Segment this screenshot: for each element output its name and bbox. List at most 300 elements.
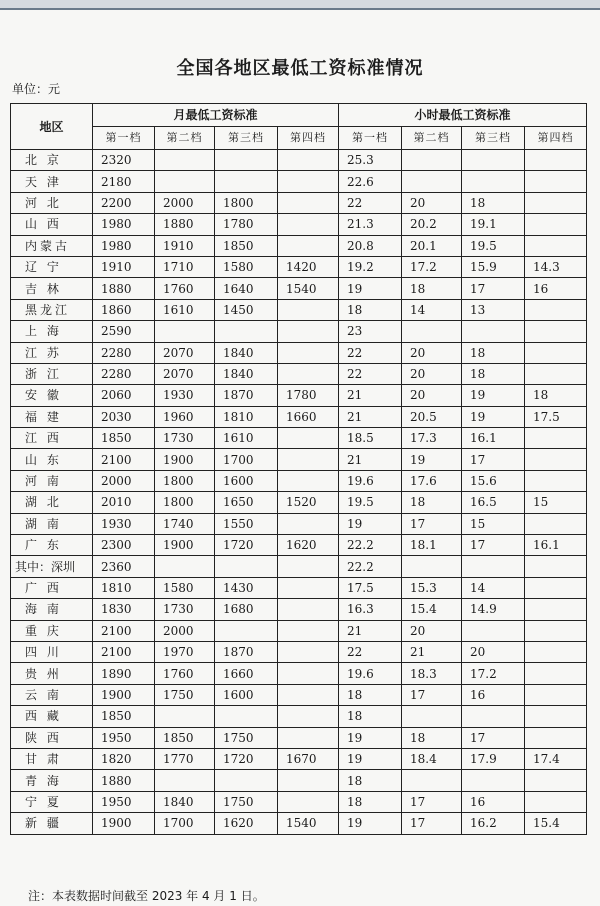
monthly-tier-2-cell: 1800 — [155, 470, 215, 491]
hourly-tier-3-cell: 17 — [462, 727, 525, 748]
monthly-tier-1-cell: 1910 — [93, 256, 155, 277]
hourly-tier-1-cell: 21 — [339, 620, 402, 641]
hourly-tier-1-cell: 22.2 — [339, 535, 402, 556]
monthly-tier-3-cell: 1600 — [215, 470, 278, 491]
monthly-tier-1-cell: 2300 — [93, 535, 155, 556]
monthly-tier-4-cell — [278, 599, 339, 620]
region-cell: 陕 西 — [11, 727, 93, 748]
table-row — [11, 813, 587, 834]
hourly-tier-1-cell: 17.5 — [339, 577, 402, 598]
region-cell: 青 海 — [11, 770, 93, 791]
table-row — [11, 299, 587, 320]
hourly-tier-3-cell — [462, 171, 525, 192]
hourly-tier-1-cell: 19 — [339, 813, 402, 834]
region-cell: 湖 南 — [11, 513, 93, 534]
monthly-tier-3-cell: 1640 — [215, 278, 278, 299]
monthly-tier-1-cell: 2000 — [93, 470, 155, 491]
hourly-tier-1-cell: 25.3 — [339, 150, 402, 171]
monthly-tier-1-header: 第一档 — [93, 127, 155, 150]
hourly-tier-4-cell: 17.4 — [525, 748, 587, 769]
monthly-tier-3-cell: 1620 — [215, 813, 278, 834]
hourly-tier-4-cell — [525, 363, 587, 384]
monthly-tier-4-cell — [278, 706, 339, 727]
monthly-tier-3-cell: 1430 — [215, 577, 278, 598]
monthly-tier-4-cell: 1420 — [278, 256, 339, 277]
hourly-tier-1-cell: 18 — [339, 770, 402, 791]
table-row — [11, 727, 587, 748]
monthly-tier-2-cell: 1730 — [155, 428, 215, 449]
hourly-tier-1-cell: 19 — [339, 727, 402, 748]
monthly-tier-4-cell — [278, 321, 339, 342]
monthly-tier-2-cell: 1770 — [155, 748, 215, 769]
hourly-tier-4-cell: 16.1 — [525, 535, 587, 556]
page-title: 全国各地区最低工资标准情况 — [176, 58, 424, 79]
region-cell: 内蒙古 — [11, 235, 93, 256]
monthly-tier-2-cell: 1930 — [155, 385, 215, 406]
hourly-tier-2-cell: 18.3 — [402, 663, 462, 684]
monthly-tier-4-cell: 1670 — [278, 748, 339, 769]
monthly-tier-1-cell: 1880 — [93, 278, 155, 299]
table-row — [11, 770, 587, 791]
table-body — [11, 150, 587, 835]
hourly-tier-3-cell: 16.1 — [462, 428, 525, 449]
monthly-tier-3-cell: 1600 — [215, 684, 278, 705]
monthly-tier-1-cell: 2590 — [93, 321, 155, 342]
hourly-tier-2-cell — [402, 150, 462, 171]
monthly-tier-1-cell: 1810 — [93, 577, 155, 598]
monthly-tier-4-cell — [278, 556, 339, 577]
region-cell: 四 川 — [11, 641, 93, 662]
hourly-tier-3-cell: 16 — [462, 791, 525, 812]
monthly-tier-3-cell — [215, 620, 278, 641]
region-cell: 海 南 — [11, 599, 93, 620]
hourly-tier-4-cell: 16 — [525, 278, 587, 299]
hourly-tier-3-cell: 16 — [462, 684, 525, 705]
monthly-tier-3-cell: 1660 — [215, 663, 278, 684]
table-row — [11, 470, 587, 491]
monthly-tier-3-cell: 1720 — [215, 748, 278, 769]
monthly-tier-3-cell: 1750 — [215, 791, 278, 812]
table-row — [11, 256, 587, 277]
hourly-tier-4-cell — [525, 577, 587, 598]
hourly-tier-2-cell: 18 — [402, 492, 462, 513]
hourly-tier-2-cell: 20 — [402, 363, 462, 384]
monthly-tier-2-cell: 1710 — [155, 256, 215, 277]
table-row — [11, 706, 587, 727]
hourly-tier-2-cell — [402, 770, 462, 791]
monthly-tier-2-cell — [155, 770, 215, 791]
monthly-tier-1-cell: 1980 — [93, 235, 155, 256]
monthly-tier-3-cell: 1800 — [215, 192, 278, 213]
hourly-tier-2-cell: 19 — [402, 449, 462, 470]
hourly-tier-3-cell: 17 — [462, 535, 525, 556]
hourly-tier-4-cell — [525, 449, 587, 470]
monthly-tier-1-cell: 2280 — [93, 342, 155, 363]
monthly-tier-1-cell: 2060 — [93, 385, 155, 406]
hourly-tier-4-cell — [525, 791, 587, 812]
monthly-tier-2-cell — [155, 321, 215, 342]
table-row — [11, 684, 587, 705]
region-cell: 江 苏 — [11, 342, 93, 363]
hourly-tier-4-cell — [525, 663, 587, 684]
monthly-tier-4-cell — [278, 235, 339, 256]
hourly-tier-3-cell: 20 — [462, 641, 525, 662]
hourly-tier-1-cell: 19 — [339, 513, 402, 534]
hourly-tier-4-header: 第四档 — [525, 127, 587, 150]
hourly-tier-3-cell — [462, 620, 525, 641]
monthly-tier-3-cell — [215, 150, 278, 171]
monthly-tier-1-cell: 2100 — [93, 620, 155, 641]
table-row — [11, 556, 587, 577]
hourly-tier-1-cell: 19.5 — [339, 492, 402, 513]
region-cell: 河 南 — [11, 470, 93, 491]
hourly-tier-1-cell: 19 — [339, 748, 402, 769]
header-row-groups — [11, 104, 587, 127]
monthly-tier-1-cell: 2360 — [93, 556, 155, 577]
monthly-tier-1-cell: 2100 — [93, 641, 155, 662]
hourly-tier-4-cell — [525, 684, 587, 705]
hourly-tier-1-cell: 21 — [339, 406, 402, 427]
hourly-tier-4-cell: 15 — [525, 492, 587, 513]
region-cell: 西 藏 — [11, 706, 93, 727]
region-cell: 云 南 — [11, 684, 93, 705]
hourly-tier-3-cell: 17 — [462, 278, 525, 299]
table-row — [11, 791, 587, 812]
monthly-tier-4-cell — [278, 727, 339, 748]
hourly-tier-1-cell: 22 — [339, 363, 402, 384]
monthly-tier-3-cell: 1680 — [215, 599, 278, 620]
table-row — [11, 620, 587, 641]
unit-label: 单位：元 — [12, 82, 61, 96]
region-cell: 广 西 — [11, 577, 93, 598]
hourly-tier-2-cell: 21 — [402, 641, 462, 662]
hourly-tier-3-cell: 13 — [462, 299, 525, 320]
monthly-tier-1-cell: 2180 — [93, 171, 155, 192]
hourly-tier-4-cell — [525, 620, 587, 641]
monthly-tier-3-cell: 1650 — [215, 492, 278, 513]
table-row — [11, 192, 587, 213]
hourly-tier-4-cell — [525, 513, 587, 534]
hourly-tier-3-cell — [462, 321, 525, 342]
hourly-tier-1-cell: 18 — [339, 706, 402, 727]
monthly-tier-2-cell — [155, 150, 215, 171]
hourly-tier-3-cell: 19 — [462, 385, 525, 406]
hourly-tier-2-cell: 17.6 — [402, 470, 462, 491]
monthly-tier-1-cell: 1860 — [93, 299, 155, 320]
hourly-tier-2-cell: 18 — [402, 278, 462, 299]
monthly-tier-3-cell: 1610 — [215, 428, 278, 449]
monthly-tier-1-cell: 2010 — [93, 492, 155, 513]
monthly-tier-3-cell: 1720 — [215, 535, 278, 556]
hourly-tier-2-cell — [402, 706, 462, 727]
region-cell: 上 海 — [11, 321, 93, 342]
table-row — [11, 278, 587, 299]
hourly-tier-3-cell — [462, 706, 525, 727]
monthly-tier-1-cell: 1890 — [93, 663, 155, 684]
region-cell: 吉 林 — [11, 278, 93, 299]
hourly-tier-2-cell: 20 — [402, 620, 462, 641]
monthly-tier-1-cell: 1950 — [93, 727, 155, 748]
hourly-tier-1-cell: 18 — [339, 299, 402, 320]
hourly-tier-4-cell — [525, 192, 587, 213]
hourly-tier-2-cell: 15.3 — [402, 577, 462, 598]
region-cell: 宁 夏 — [11, 791, 93, 812]
hourly-tier-1-cell: 18.5 — [339, 428, 402, 449]
monthly-tier-2-cell: 2070 — [155, 363, 215, 384]
top-status-bar — [0, 0, 600, 10]
table-row — [11, 321, 587, 342]
monthly-tier-1-cell: 2200 — [93, 192, 155, 213]
hourly-tier-1-cell: 22.2 — [339, 556, 402, 577]
hourly-tier-1-cell: 18 — [339, 791, 402, 812]
monthly-tier-3-cell — [215, 770, 278, 791]
hourly-tier-3-cell: 17.2 — [462, 663, 525, 684]
hourly-tier-4-cell — [525, 150, 587, 171]
hourly-tier-4-cell — [525, 171, 587, 192]
monthly-tier-1-cell: 1850 — [93, 428, 155, 449]
table-row — [11, 428, 587, 449]
hourly-tier-1-cell: 19 — [339, 278, 402, 299]
monthly-tier-4-cell — [278, 214, 339, 235]
min-wage-table — [10, 103, 587, 835]
table-row — [11, 385, 587, 406]
monthly-tier-1-cell: 1900 — [93, 684, 155, 705]
monthly-tier-3-cell: 1550 — [215, 513, 278, 534]
region-cell: 福 建 — [11, 406, 93, 427]
region-header: 地区 — [11, 104, 93, 150]
monthly-tier-3-cell: 1810 — [215, 406, 278, 427]
monthly-tier-4-cell — [278, 684, 339, 705]
hourly-tier-1-header: 第一档 — [339, 127, 402, 150]
monthly-tier-1-cell: 1850 — [93, 706, 155, 727]
monthly-tier-1-cell: 1930 — [93, 513, 155, 534]
table-row — [11, 449, 587, 470]
table-row — [11, 663, 587, 684]
hourly-tier-2-cell: 17.3 — [402, 428, 462, 449]
monthly-tier-4-cell: 1520 — [278, 492, 339, 513]
monthly-tier-4-cell — [278, 770, 339, 791]
hourly-tier-4-cell — [525, 235, 587, 256]
monthly-tier-2-cell — [155, 171, 215, 192]
monthly-tier-4-cell — [278, 171, 339, 192]
monthly-tier-3-cell: 1780 — [215, 214, 278, 235]
table-row — [11, 171, 587, 192]
hourly-tier-4-cell — [525, 470, 587, 491]
monthly-tier-2-cell — [155, 556, 215, 577]
region-cell: 贵 州 — [11, 663, 93, 684]
hourly-tier-2-cell: 17 — [402, 684, 462, 705]
hourly-tier-4-cell — [525, 342, 587, 363]
monthly-tier-2-cell: 1730 — [155, 599, 215, 620]
hourly-tier-2-header: 第二档 — [402, 127, 462, 150]
hourly-tier-3-cell: 15 — [462, 513, 525, 534]
hourly-tier-3-cell — [462, 150, 525, 171]
region-cell: 江 西 — [11, 428, 93, 449]
hourly-tier-3-cell: 16.2 — [462, 813, 525, 834]
hourly-tier-3-cell: 19 — [462, 406, 525, 427]
region-cell: 广 东 — [11, 535, 93, 556]
monthly-tier-2-cell: 1910 — [155, 235, 215, 256]
hourly-tier-2-cell: 20 — [402, 192, 462, 213]
monthly-tier-3-cell: 1700 — [215, 449, 278, 470]
hourly-tier-2-cell: 18.4 — [402, 748, 462, 769]
hourly-tier-3-cell: 14 — [462, 577, 525, 598]
monthly-tier-1-cell: 1900 — [93, 813, 155, 834]
hourly-tier-4-cell — [525, 321, 587, 342]
table-row — [11, 599, 587, 620]
region-cell: 山 东 — [11, 449, 93, 470]
hourly-tier-3-header: 第三档 — [462, 127, 525, 150]
monthly-tier-2-cell: 1900 — [155, 449, 215, 470]
table-row — [11, 641, 587, 662]
monthly-tier-4-cell — [278, 641, 339, 662]
monthly-tier-4-cell — [278, 577, 339, 598]
hourly-tier-3-cell: 15.6 — [462, 470, 525, 491]
hourly-tier-4-cell — [525, 770, 587, 791]
monthly-tier-4-cell: 1660 — [278, 406, 339, 427]
hourly-tier-4-cell: 14.3 — [525, 256, 587, 277]
table-row — [11, 513, 587, 534]
monthly-tier-4-cell — [278, 299, 339, 320]
hourly-tier-4-cell — [525, 641, 587, 662]
hourly-tier-4-cell: 15.4 — [525, 813, 587, 834]
monthly-tier-2-cell: 1610 — [155, 299, 215, 320]
monthly-tier-2-cell: 1760 — [155, 278, 215, 299]
monthly-tier-3-cell: 1840 — [215, 363, 278, 384]
hourly-tier-1-cell: 19.6 — [339, 470, 402, 491]
hourly-tier-3-cell: 17 — [462, 449, 525, 470]
hourly-tier-1-cell: 23 — [339, 321, 402, 342]
monthly-tier-4-cell — [278, 192, 339, 213]
hourly-header: 小时最低工资标准 — [339, 104, 587, 127]
region-cell: 浙 江 — [11, 363, 93, 384]
hourly-tier-1-cell: 22 — [339, 641, 402, 662]
hourly-tier-3-cell: 18 — [462, 192, 525, 213]
monthly-tier-3-cell: 1580 — [215, 256, 278, 277]
monthly-tier-3-cell — [215, 556, 278, 577]
hourly-tier-1-cell: 22 — [339, 342, 402, 363]
monthly-tier-4-cell: 1780 — [278, 385, 339, 406]
monthly-tier-1-cell: 1820 — [93, 748, 155, 769]
region-cell: 辽 宁 — [11, 256, 93, 277]
table-row — [11, 492, 587, 513]
hourly-tier-1-cell: 21 — [339, 385, 402, 406]
monthly-tier-3-cell: 1450 — [215, 299, 278, 320]
monthly-tier-2-cell: 1900 — [155, 535, 215, 556]
region-cell: 重 庆 — [11, 620, 93, 641]
hourly-tier-4-cell — [525, 299, 587, 320]
hourly-tier-3-cell: 18 — [462, 342, 525, 363]
hourly-tier-4-cell — [525, 706, 587, 727]
region-cell: 甘 肃 — [11, 748, 93, 769]
table-row — [11, 748, 587, 769]
monthly-tier-4-header: 第四档 — [278, 127, 339, 150]
monthly-tier-4-cell — [278, 150, 339, 171]
monthly-tier-2-cell: 1700 — [155, 813, 215, 834]
hourly-tier-2-cell: 17 — [402, 813, 462, 834]
monthly-tier-2-cell: 1840 — [155, 791, 215, 812]
region-cell: 安 徽 — [11, 385, 93, 406]
monthly-tier-2-cell: 1750 — [155, 684, 215, 705]
hourly-tier-2-cell: 18 — [402, 727, 462, 748]
monthly-tier-3-cell — [215, 171, 278, 192]
region-cell: 湖 北 — [11, 492, 93, 513]
hourly-tier-3-cell: 16.5 — [462, 492, 525, 513]
monthly-tier-2-cell — [155, 706, 215, 727]
hourly-tier-1-cell: 18 — [339, 684, 402, 705]
monthly-header: 月最低工资标准 — [93, 104, 339, 127]
hourly-tier-3-cell: 18 — [462, 363, 525, 384]
hourly-tier-1-cell: 16.3 — [339, 599, 402, 620]
monthly-tier-4-cell — [278, 470, 339, 491]
table-row — [11, 214, 587, 235]
hourly-tier-2-cell: 15.4 — [402, 599, 462, 620]
hourly-tier-2-cell — [402, 321, 462, 342]
region-cell: 天 津 — [11, 171, 93, 192]
monthly-tier-3-cell: 1850 — [215, 235, 278, 256]
hourly-tier-3-cell: 14.9 — [462, 599, 525, 620]
table-row — [11, 577, 587, 598]
monthly-tier-2-cell: 2000 — [155, 192, 215, 213]
monthly-tier-4-cell: 1620 — [278, 535, 339, 556]
hourly-tier-2-cell: 14 — [402, 299, 462, 320]
region-cell: 其中：深圳 — [11, 556, 93, 577]
hourly-tier-3-cell — [462, 770, 525, 791]
hourly-tier-2-cell: 17 — [402, 791, 462, 812]
table-row — [11, 406, 587, 427]
hourly-tier-2-cell: 17.2 — [402, 256, 462, 277]
hourly-tier-2-cell — [402, 556, 462, 577]
monthly-tier-1-cell: 1980 — [93, 214, 155, 235]
monthly-tier-4-cell — [278, 791, 339, 812]
monthly-tier-4-cell — [278, 449, 339, 470]
monthly-tier-4-cell — [278, 663, 339, 684]
monthly-tier-1-cell: 1950 — [93, 791, 155, 812]
monthly-tier-3-cell: 1870 — [215, 641, 278, 662]
monthly-tier-2-cell: 1970 — [155, 641, 215, 662]
monthly-tier-2-cell: 1800 — [155, 492, 215, 513]
hourly-tier-3-cell: 17.9 — [462, 748, 525, 769]
monthly-tier-2-cell: 2070 — [155, 342, 215, 363]
monthly-tier-1-cell: 2280 — [93, 363, 155, 384]
table-row — [11, 363, 587, 384]
hourly-tier-1-cell: 20.8 — [339, 235, 402, 256]
hourly-tier-2-cell: 20.5 — [402, 406, 462, 427]
hourly-tier-1-cell: 19.6 — [339, 663, 402, 684]
table-row — [11, 535, 587, 556]
hourly-tier-1-cell: 21 — [339, 449, 402, 470]
region-cell: 北 京 — [11, 150, 93, 171]
hourly-tier-4-cell — [525, 599, 587, 620]
monthly-tier-2-cell: 1740 — [155, 513, 215, 534]
region-cell: 山 西 — [11, 214, 93, 235]
monthly-tier-4-cell — [278, 513, 339, 534]
hourly-tier-2-cell: 18.1 — [402, 535, 462, 556]
region-cell: 黑龙江 — [11, 299, 93, 320]
monthly-tier-3-cell — [215, 321, 278, 342]
monthly-tier-2-header: 第二档 — [155, 127, 215, 150]
monthly-tier-4-cell — [278, 342, 339, 363]
monthly-tier-2-cell: 1880 — [155, 214, 215, 235]
hourly-tier-4-cell: 17.5 — [525, 406, 587, 427]
table-row — [11, 342, 587, 363]
hourly-tier-1-cell: 21.3 — [339, 214, 402, 235]
monthly-tier-1-cell: 2320 — [93, 150, 155, 171]
monthly-tier-1-cell: 1880 — [93, 770, 155, 791]
hourly-tier-4-cell — [525, 556, 587, 577]
monthly-tier-1-cell: 2100 — [93, 449, 155, 470]
hourly-tier-1-cell: 22 — [339, 192, 402, 213]
